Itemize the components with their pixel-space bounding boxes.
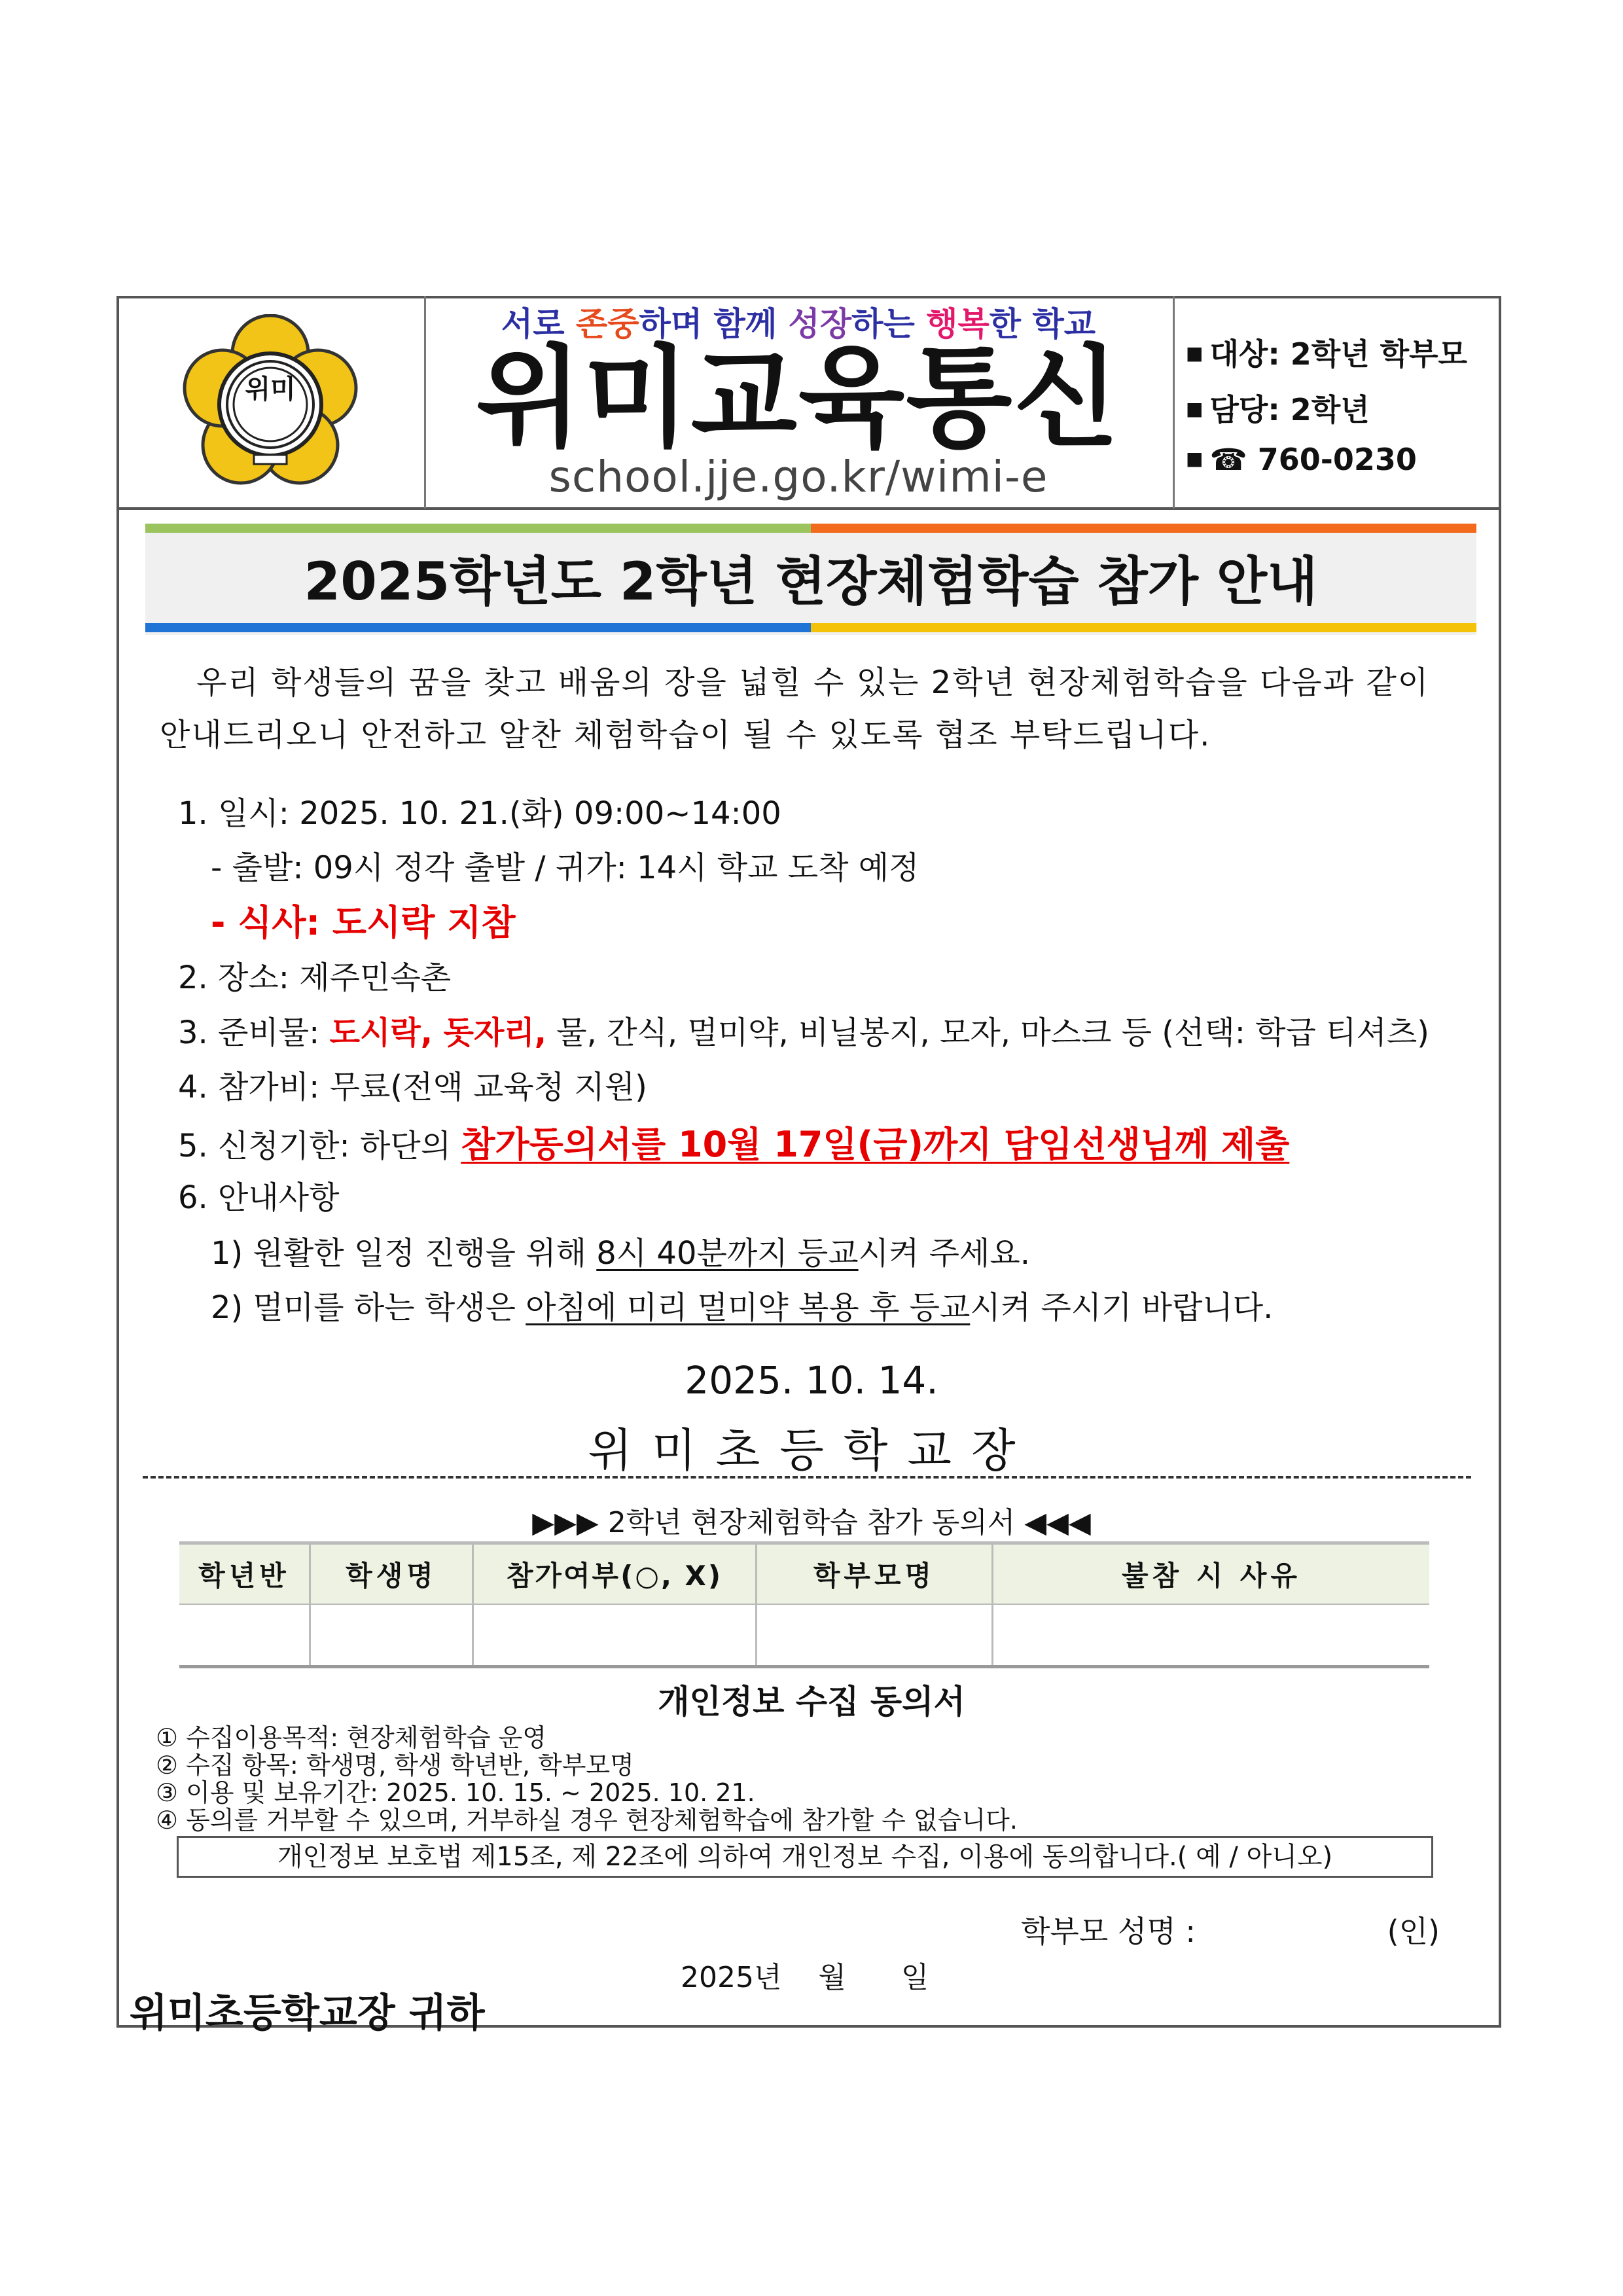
banner-bar-top-left (145, 524, 811, 533)
school-emblem-icon (182, 314, 359, 491)
cell-student-name[interactable] (310, 1604, 473, 1667)
item-departure: - 출발: 09시 정각 출발 / 귀가: 14시 학교 도착 예정 (211, 850, 919, 886)
col-participation: 참가여부(○, X) (473, 1543, 757, 1605)
principal-signature: 위미초등학교장 (588, 1424, 1035, 1477)
emblem-text: 위미 (245, 374, 296, 404)
consent-heading: ▶▶▶ 2학년 현장체험학습 참가 동의서 ◀◀◀ (532, 1506, 1091, 1539)
item-supplies: 3. 준비물: 도시락, 돗자리, 물, 간식, 멀미약, 비닐봉지, 모자, 마스크 등 (선택: 학급 티셔츠) (178, 1014, 1429, 1051)
privacy-item: ① 수집이용목적: 현장체험학습 운영 (156, 1723, 547, 1752)
item-place: 2. 장소: 제주민속촌 (178, 960, 452, 996)
item-deadline: 5. 신청기한: 하단의 참가동의서를 10월 17일(금)까지 담임선생님께 제출 (178, 1124, 1290, 1165)
item-meal: - 식사: 도시락 지참 (211, 902, 516, 943)
cell-parent-name[interactable] (757, 1604, 993, 1667)
issue-date: 2025. 10. 14. (685, 1358, 938, 1403)
privacy-item: ④ 동의를 거부할 수 있으며, 거부하실 경우 현장체험학습에 참가할 수 없습니다. (156, 1806, 1018, 1835)
notice-title: 2025학년도 2학년 현장체험학습 참가 안내 (304, 551, 1318, 612)
item-fee: 4. 참가비: 무료(전액 교육청 지원) (178, 1069, 647, 1105)
header-divider (116, 507, 1501, 510)
consent-table (179, 1541, 1429, 1668)
cut-line (143, 1476, 1471, 1479)
cell-absence-reason[interactable] (993, 1604, 1430, 1667)
banner-bar-top-right (811, 524, 1476, 533)
school-url: school.jje.go.kr/wimi-e (548, 452, 1048, 502)
col-parent-name: 학부모명 (757, 1543, 993, 1605)
meta-in-charge: ■ 담당: 2학년 (1186, 392, 1370, 427)
seal-mark: (인) (1387, 1914, 1440, 1949)
privacy-title: 개인정보 수집 동의서 (658, 1683, 965, 1721)
cell-participation[interactable] (473, 1604, 757, 1667)
meta-phone: ■ ☎ 760-0230 (1186, 442, 1417, 477)
newsletter-title: 위미교육통신 (476, 334, 1121, 462)
table-row (179, 1604, 1429, 1667)
item-date: 1. 일시: 2025. 10. 21.(화) 09:00~14:00 (178, 795, 781, 832)
col-absence-reason: 불참 시 사유 (993, 1543, 1430, 1605)
col-class: 학년반 (179, 1543, 310, 1605)
school-motto: 서로 존중하며 함께 성장하는 행복한 학교 (501, 305, 1096, 343)
header-column-divider (1173, 296, 1175, 509)
cell-class[interactable] (179, 1604, 310, 1667)
intro-line-2: 안내드리오니 안전하고 알찬 체험학습이 될 수 있도록 협조 부탁드립니다. (160, 717, 1211, 753)
privacy-item: ③ 이용 및 보유기간: 2025. 10. 15. ~ 2025. 10. 21. (156, 1778, 755, 1807)
privacy-agreement[interactable]: 개인정보 보호법 제15조, 제 22조에 의하여 개인정보 수집, 이용에 동의합니다.( 예 / 아니오) (177, 1836, 1433, 1878)
meta-audience: ■ 대상: 2학년 학부모 (1186, 336, 1467, 372)
intro-line-1: 우리 학생들의 꿈을 찾고 배움의 장을 넓힐 수 있는 2학년 현장체험학습을 다음과 같이 (196, 664, 1430, 701)
addressee: 위미초등학교장 귀하 (130, 1990, 485, 2036)
parent-signature-line[interactable]: 학부모 성명 : (인) (1021, 1908, 1440, 1951)
note-2: 2) 멀미를 하는 학생은 아침에 미리 멀미약 복용 후 등교시켜 주시기 바랍니다. (211, 1289, 1274, 1326)
signature-date[interactable]: 2025년 월 일 (681, 1961, 929, 1994)
col-student-name: 학생명 (310, 1543, 473, 1605)
table-header-row (179, 1543, 1429, 1605)
note-1: 1) 원활한 일정 진행을 위해 8시 40분까지 등교시켜 주세요. (211, 1235, 1030, 1272)
item-notes: 6. 안내사항 (178, 1179, 340, 1216)
privacy-item: ② 수집 항목: 학생명, 학생 학년반, 학부모명 (156, 1751, 634, 1780)
